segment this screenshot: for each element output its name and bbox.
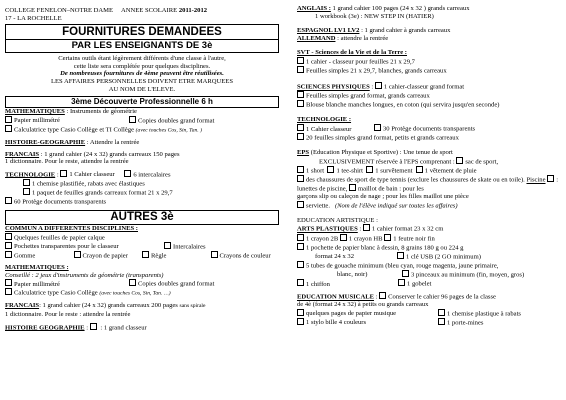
checkbox[interactable] [5, 242, 12, 249]
checkbox[interactable] [297, 279, 304, 286]
intro-line: AU NOM DE L'ELEVE. [108, 85, 176, 93]
autres-title: AUTRES 3è [5, 210, 279, 225]
autres-maths-title: MATHEMATIQUES : [5, 263, 69, 271]
item-label: format 24 x 32 [315, 253, 355, 261]
checkbox[interactable] [164, 242, 171, 249]
dp-maths-title: MATHEMATIQUES [5, 108, 65, 116]
item-label: Pochettes transparentes pour le classeur [14, 243, 119, 251]
checkbox[interactable] [5, 116, 12, 123]
allemand-section [297, 35, 561, 43]
em-section [297, 292, 561, 327]
item-label: Copies doubles grand format [138, 117, 215, 125]
item-label: 1 vêtement de pluie [424, 167, 477, 175]
checkbox[interactable] [5, 125, 12, 132]
dp-fr-line2: 1 dictionnaire. Pour le reste, attendre la rentrée [5, 158, 129, 166]
checkbox[interactable] [374, 124, 381, 131]
item-label: 1 paquet de feuilles grands carreaux format 21 x 29,7 [32, 189, 173, 197]
dp-hg-rest: : Attendre la rentrée [85, 138, 140, 146]
piscine-label: Piscine [526, 176, 546, 184]
item-label: 1 porte-mines [447, 319, 484, 327]
item-label: 1 gobelet [407, 280, 432, 288]
item-label: Copies doubles grand format [138, 280, 215, 288]
checkbox[interactable] [363, 224, 370, 231]
checkbox[interactable] [416, 166, 423, 173]
page-title: FOURNITURES DEMANDEES [62, 26, 222, 39]
autres-fr-title: FRANCAIS [5, 302, 40, 310]
anglais-section [297, 5, 561, 20]
eps-line: EXCLUSIVEMENT réservée à l'EPS comprenant : [319, 158, 455, 166]
common-grid [5, 251, 279, 260]
dp-fr-rest: : 1 grand cahier (24 x 32) grands carreaux 150 pages [39, 150, 180, 158]
item-label: 60 Protège documents transparents [14, 198, 107, 206]
autres-fr-rest: : 1 grand cahier (24 x 32) grands carreaux 200 pages [39, 302, 178, 310]
autres-hg-rest: : 1 grand classeur [98, 324, 147, 332]
dp-techno-title: TECHNOLOGIE [5, 171, 56, 179]
item-label: Quelques feuilles de papier calque [14, 234, 105, 242]
item-label: 1 crayon HB [348, 235, 383, 243]
item-label: 1 short [306, 167, 325, 175]
checkbox[interactable] [5, 197, 12, 204]
item-label: 1 crayon 2B [306, 235, 339, 243]
item-label: 30 Protège documents transparents [383, 125, 476, 133]
item-label: Crayon de papier [82, 252, 128, 260]
checkbox[interactable] [366, 166, 373, 173]
item-label: Feuilles simples grand format, grands carreaux [306, 92, 430, 100]
dp-hg-title: HISTOIRE-GEOGRAPHIE [5, 138, 86, 146]
year-label: ANNEE SCOLAIRE [120, 7, 178, 14]
ea-title: EDUCATION ARTISTIQUE : [297, 216, 378, 224]
maths-conseil: Conseillé : 2 jeux d'instruments de géométrie (transparents) [5, 271, 164, 279]
intro-line: De nombreuses fournitures de 4ème peuvent être réutilisées. [60, 70, 224, 78]
dp-hg [5, 139, 279, 147]
ap-rest: : [357, 225, 362, 233]
item-label: Papier millimétré [14, 280, 60, 288]
checkbox[interactable] [124, 170, 131, 177]
checkbox[interactable] [74, 251, 81, 258]
item-label: 3 pinceaux au minimum (fin, moyen, gros) [411, 271, 525, 279]
checkbox[interactable] [398, 279, 405, 286]
checkbox[interactable] [297, 133, 304, 140]
right-column [297, 0, 561, 327]
checkbox[interactable] [438, 309, 445, 316]
espagnol-section [297, 27, 561, 35]
checkbox[interactable] [397, 252, 404, 259]
checkbox[interactable] [297, 124, 304, 131]
checkbox[interactable] [142, 251, 149, 258]
checkbox[interactable] [340, 234, 347, 241]
checkbox[interactable] [384, 234, 391, 241]
intro-line: cette liste sera complétée pour quelques disciplines. [73, 62, 211, 70]
autres-fr-line2: 1 dictionnaire. Pour le reste : attendre la rentrée [5, 310, 131, 318]
checkbox[interactable] [129, 279, 136, 286]
em-rest: : [374, 293, 378, 301]
common-title: COMMUN A DIFFERENTES DISCIPLINES : [5, 225, 138, 233]
checkbox[interactable] [297, 243, 304, 250]
dp-maths-rest: : Instruments de géométrie [64, 108, 137, 116]
checkbox[interactable] [129, 116, 136, 123]
item-label: 1 feutre noir fin [393, 235, 435, 243]
item-label: des chaussures de sport de type tennis (exclure les chaussures de skate ou en toile). [306, 176, 525, 184]
common-section [5, 225, 279, 260]
school-header [5, 7, 279, 15]
allemand-title: ALLEMAND [297, 34, 336, 42]
autres-fr-note: sans spirale [179, 303, 206, 310]
checkbox[interactable] [297, 91, 304, 98]
sp-section [297, 82, 561, 109]
checkbox[interactable] [402, 270, 409, 277]
checkbox[interactable] [297, 57, 304, 64]
checkbox[interactable] [327, 166, 334, 173]
checkbox[interactable] [5, 288, 12, 295]
checkbox[interactable] [297, 166, 304, 173]
allemand-rest: : attendre la rentrée [335, 34, 389, 42]
eps-rest: (Education Physique et Sportive) : Une tenue de sport [309, 149, 453, 157]
item-label: 1 cahier - classeur pour feuilles 21 x 29,7 [306, 58, 415, 66]
item-label: maillot de bain : pour les [358, 185, 424, 193]
checkbox[interactable] [297, 309, 304, 316]
em-line2: de 4è (format 24 x 32) à petits ou grands carreaux [297, 301, 429, 309]
item-label: 1 chemise plastifiée, rabats avec élastiques [32, 180, 145, 188]
item-label: 1 Cahier classeur [306, 125, 352, 133]
item-label: 5 tubes de gouache minimum (bleu cyan, rouge magenta, jaune primaire, [306, 262, 499, 270]
checkbox[interactable] [379, 292, 386, 299]
espagnol-rest: : 1 grand cahier à grands carreaux [359, 27, 451, 35]
anglais-line: 1 workbook (3e) : NEW STEP IN (HATIER) [315, 12, 434, 20]
item-label: 1 cahier-classeur grand format [383, 83, 465, 91]
item-label: sac de sport, [465, 158, 499, 166]
item-label: 1 pochette de papier blanc à dessin, 8 grains 180 g ou 224 g [306, 244, 464, 252]
intro-line: LES AFFAIRES PERSONNELLES DOIVENT ETRE MARQUEES [50, 77, 233, 85]
school-year: 2011-2012 [178, 7, 208, 14]
ea-section [297, 217, 561, 288]
checkbox[interactable] [456, 157, 463, 164]
left-column [5, 0, 279, 332]
checkbox[interactable] [23, 179, 30, 186]
ap-title: ARTS PLASTIQUES [297, 225, 358, 233]
item-label: 1 survêtement [375, 167, 413, 175]
intro-line: Certains outils étant légèrement différents d'une classe à l'autre, [58, 55, 226, 63]
sp-title: SCIENCES PHYSIQUES [297, 83, 370, 91]
eps-note: (Nom de l'élève indiqué sur toutes les affaires) [334, 202, 458, 210]
checkbox[interactable] [297, 100, 304, 107]
school-name: COLLEGE FENELON–NOTRE DAME [5, 7, 114, 14]
checkbox[interactable] [375, 82, 382, 89]
checkbox[interactable] [211, 251, 218, 258]
svt-section [297, 49, 561, 75]
page-subtitle: PAR LES ENSEIGNANTS DE 3è [6, 39, 278, 51]
autres-maths [5, 264, 279, 298]
calc-note: (avec touches Cos, Sin, Tan. ) [135, 127, 202, 134]
checkbox[interactable] [297, 261, 304, 268]
dp-techno: TECHNOLOGIE : 1 Cahier classeur 6 intercalaires 1 chemise plastifiée, rabats avec élastiques 1 paquet de feuilles grands carreaux format 21 x 29,7 60 Protège documents transparents [5, 171, 173, 206]
item-label: Calculatrice type Casio Collège [14, 289, 98, 297]
item-label: Gomme [14, 252, 36, 260]
autres-francais [5, 302, 279, 318]
item-label: 1 Cahier classeur [69, 171, 115, 179]
em-title: EDUCATION MUSICALE [297, 293, 374, 301]
item-label: 1 cahier format 23 x 32 cm [371, 225, 444, 233]
dp-fr-title: FRANCAIS [5, 150, 40, 158]
techno-title: TECHNOLOGIE : [297, 116, 352, 124]
checkbox[interactable] [297, 201, 304, 208]
item-label: Conserver le cahier 96 pages de la classe [388, 293, 496, 301]
item-label: blanc, noir) [337, 271, 368, 279]
autres-hg-title: HISTOIRE GEOGRAPHIE [5, 324, 85, 332]
eps-section [297, 149, 561, 210]
item-label: 20 feuilles simples grand format, petits et grands carreaux [306, 134, 459, 142]
dp-francais [5, 151, 279, 166]
school-city: 17 - LA ROCHELLE [5, 14, 62, 22]
item-label: 1 stylo bille 4 couleurs [306, 319, 367, 327]
autres-hg: HISTOIRE GEOGRAPHIE : : 1 grand classeur [5, 324, 147, 332]
espagnol-title: ESPAGNOL LV1 LV2 [297, 27, 360, 35]
dp-maths [5, 108, 279, 135]
svt-title: SVT - Sciences de la Vie et de la Terre : [297, 49, 408, 57]
intro-text [5, 55, 279, 93]
anglais-title: ANGLAIS : [297, 5, 331, 12]
item-label: quelques pages de papier musique [306, 310, 397, 318]
checkbox[interactable] [5, 279, 12, 286]
title-box [5, 24, 279, 53]
checkbox[interactable] [23, 188, 30, 195]
item-label: 1 clé USB (2 GO minimum) [406, 253, 481, 261]
checkbox[interactable] [60, 170, 67, 177]
item-label: serviette. [306, 202, 330, 210]
checkbox[interactable] [349, 184, 356, 191]
eps-line: garçons slip ou caleçon de nage ; pour les filles maillot une pièce [297, 193, 469, 201]
checkbox[interactable] [5, 233, 12, 240]
item-label: Règle [151, 252, 167, 260]
item-label: 1 tee-shirt [336, 167, 363, 175]
section-dp-title: 3ème Découverte Professionnelle 6 h [5, 96, 279, 108]
calc-note: (avec touches Cos, Sin, Tan. …) [99, 290, 171, 297]
checkbox[interactable] [297, 234, 304, 241]
item-label: Papier millimétré [14, 117, 60, 125]
item-label: 6 intercalaires [133, 171, 171, 179]
checkbox[interactable] [297, 175, 304, 182]
item-label: 1 chemise plastique à rabats [447, 310, 521, 318]
checkbox[interactable] [5, 251, 12, 258]
item-label: Blouse blanche manches longues, en coton (qui servira jusqu'en seconde) [306, 101, 500, 109]
checkbox[interactable] [90, 323, 97, 330]
item-label: : lunettes de piscine, [297, 176, 559, 193]
item-label: 1 chiffon [306, 280, 330, 288]
item-label: Calculatrice type Casio Collège et TI Collège [14, 126, 134, 134]
anglais-line: 1 grand cahier 100 pages (24 x 32 ) grands carreaux [332, 5, 470, 12]
checkbox[interactable] [547, 175, 554, 182]
eps-title: EPS [297, 149, 310, 157]
item-label: Crayons de couleur [219, 252, 271, 260]
item-label: Intercalaires [173, 243, 206, 251]
item-label: Feuilles simples 21 x 29,7, blanches, grands carreaux [306, 67, 447, 75]
sp-rest: : [369, 83, 374, 91]
checkbox[interactable] [297, 66, 304, 73]
techno-section [297, 116, 561, 142]
checkbox[interactable] [297, 318, 304, 325]
checkbox[interactable] [438, 318, 445, 325]
